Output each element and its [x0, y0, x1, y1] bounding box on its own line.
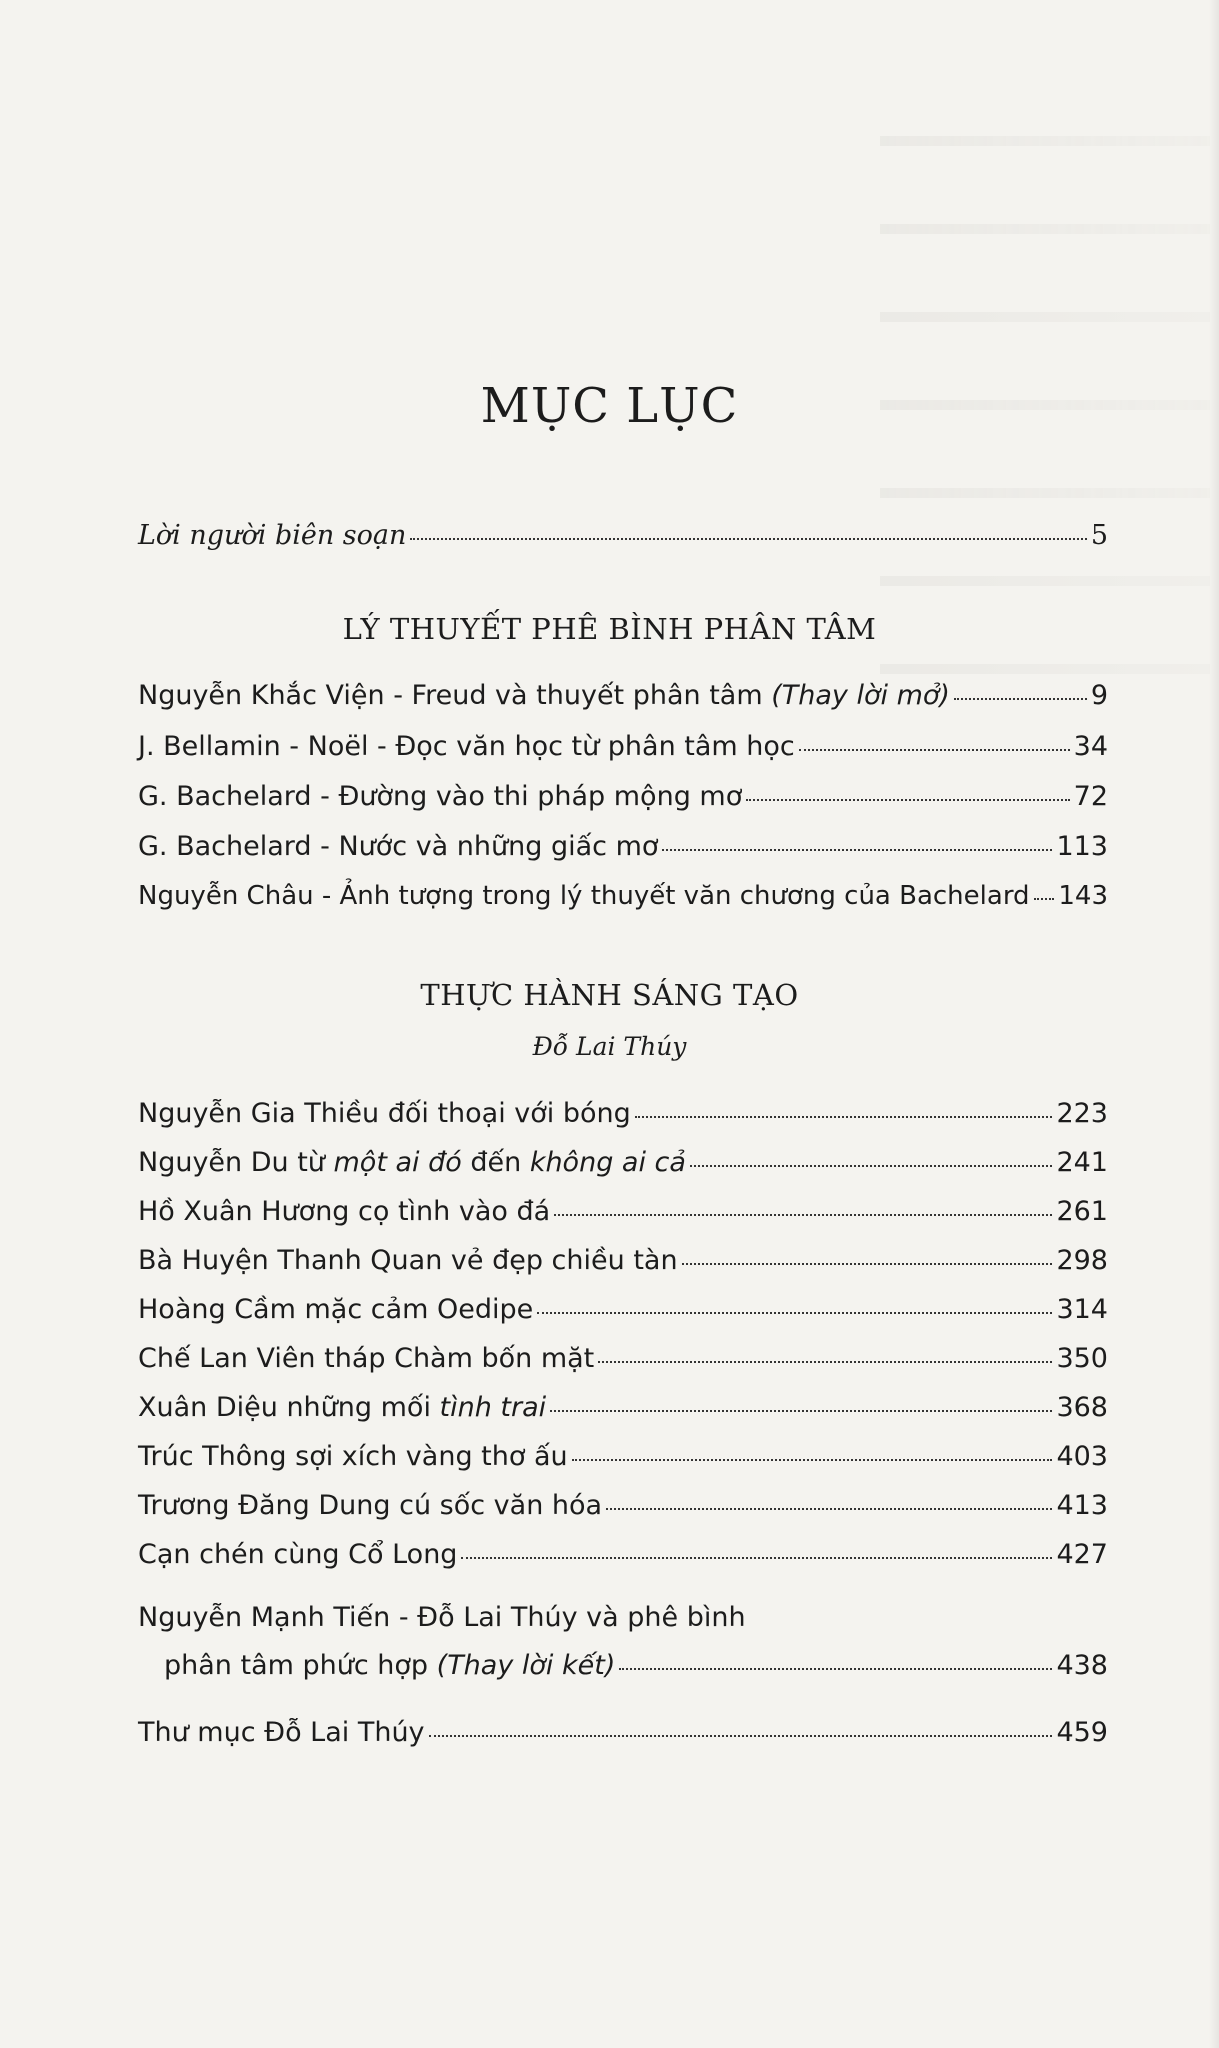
entry-page: 403	[1056, 1441, 1108, 1472]
toc-entry[interactable]	[138, 1245, 1108, 1276]
entry-page: 113	[1056, 831, 1108, 862]
toc-entry-bibliography[interactable]	[138, 1717, 1108, 1748]
leader-dots	[572, 1459, 1053, 1461]
toc-entry[interactable]	[138, 1343, 1108, 1374]
toc-entry[interactable]	[138, 1392, 1108, 1423]
toc-entry-intro[interactable]	[138, 520, 1108, 551]
leader-dots	[606, 1508, 1052, 1510]
leader-dots	[662, 849, 1052, 851]
entry-text: phân tâm phức hợp (Thay lời kết)	[164, 1650, 616, 1681]
entry-page: 72	[1073, 781, 1108, 812]
leader-dots	[537, 1312, 1052, 1314]
entry-text: Chế Lan Viên tháp Chàm bốn mặt	[138, 1343, 595, 1374]
entry-text: Trương Đăng Dung cú sốc văn hóa	[138, 1490, 603, 1521]
leader-dots	[619, 1668, 1052, 1670]
entry-text: Hoàng Cầm mặc cảm Oedipe	[138, 1294, 534, 1325]
entry-text: G. Bachelard - Nước và những giấc mơ	[138, 831, 659, 862]
entry-text: Thư mục Đỗ Lai Thúy	[138, 1717, 425, 1748]
entry-page: 438	[1056, 1650, 1108, 1681]
entry-page: 413	[1056, 1490, 1108, 1521]
entry-page: 143	[1058, 881, 1108, 911]
toc-entry[interactable]	[138, 781, 1108, 812]
leader-dots	[1034, 898, 1055, 900]
entry-text: Cạn chén cùng Cổ Long	[138, 1539, 458, 1570]
leader-dots	[598, 1361, 1052, 1363]
toc-entry[interactable]	[138, 1441, 1108, 1472]
entry-page: 261	[1056, 1196, 1108, 1227]
entry-page: 459	[1056, 1717, 1108, 1748]
leader-dots	[554, 1214, 1052, 1216]
toc-entry[interactable]	[138, 1098, 1108, 1129]
section-author: Đỗ Lai Thúy	[532, 1032, 687, 1061]
entry-text: Nguyễn Châu - Ảnh tượng trong lý thuyết văn chương của Bachelard	[138, 881, 1030, 911]
page-title: MỤC LỤC	[480, 378, 739, 434]
entry-text: Nguyễn Du từ một ai đó đến không ai cả	[138, 1147, 686, 1178]
section-heading-theory: LÝ THUYẾT PHÊ BÌNH PHÂN TÂM	[342, 612, 877, 646]
entry-page: 34	[1073, 731, 1108, 762]
leader-dots	[682, 1263, 1053, 1265]
leader-dots	[635, 1116, 1053, 1118]
leader-dots	[799, 749, 1070, 751]
page-edge-shadow	[1209, 0, 1219, 2048]
entry-page: 350	[1056, 1343, 1108, 1374]
entry-text: Hồ Xuân Hương cọ tình vào đá	[138, 1196, 551, 1227]
leader-dots	[429, 1735, 1053, 1737]
entry-page: 368	[1056, 1392, 1108, 1423]
entry-text: Lời người biên soạn	[138, 520, 407, 551]
entry-page: 298	[1056, 1245, 1108, 1276]
toc-entry[interactable]	[138, 1539, 1108, 1570]
toc-entry[interactable]	[138, 680, 1108, 711]
toc-entry[interactable]	[138, 831, 1108, 862]
entry-page: 9	[1090, 680, 1108, 711]
toc-entry-closing[interactable]	[164, 1650, 1108, 1681]
leader-dots	[410, 538, 1086, 540]
leader-dots	[746, 799, 1069, 801]
section-heading-practice: THỰC HÀNH SÁNG TẠO	[420, 978, 799, 1012]
entry-page: 223	[1056, 1098, 1108, 1129]
leader-dots	[690, 1165, 1053, 1167]
toc-entry-closing-line1[interactable]: Nguyễn Mạnh Tiến - Đỗ Lai Thúy và phê bình	[138, 1602, 746, 1633]
entry-page: 241	[1056, 1147, 1108, 1178]
leader-dots	[954, 698, 1087, 700]
entry-page: 5	[1090, 520, 1108, 551]
toc-entry[interactable]	[138, 1294, 1108, 1325]
toc-entry[interactable]	[138, 881, 1108, 911]
entry-page: 314	[1056, 1294, 1108, 1325]
entry-text: J. Bellamin - Noël - Đọc văn học từ phân tâm học	[138, 731, 795, 762]
toc-entry[interactable]	[138, 731, 1108, 762]
leader-dots	[550, 1410, 1052, 1412]
toc-entry[interactable]	[138, 1147, 1108, 1178]
entry-text: Xuân Diệu những mối tình trai	[138, 1392, 547, 1423]
leader-dots	[461, 1557, 1052, 1559]
entry-text: G. Bachelard - Đường vào thi pháp mộng mơ	[138, 781, 743, 812]
entry-text: Trúc Thông sợi xích vàng thơ ấu	[138, 1441, 568, 1472]
entry-text: Bà Huyện Thanh Quan vẻ đẹp chiều tàn	[138, 1245, 678, 1276]
toc-entry[interactable]	[138, 1490, 1108, 1521]
toc-entry[interactable]	[138, 1196, 1108, 1227]
entry-page: 427	[1056, 1539, 1108, 1570]
entry-text: Nguyễn Gia Thiều đối thoại với bóng	[138, 1098, 631, 1129]
entry-text: Nguyễn Khắc Viện - Freud và thuyết phân tâm (Thay lời mở)	[138, 680, 950, 711]
